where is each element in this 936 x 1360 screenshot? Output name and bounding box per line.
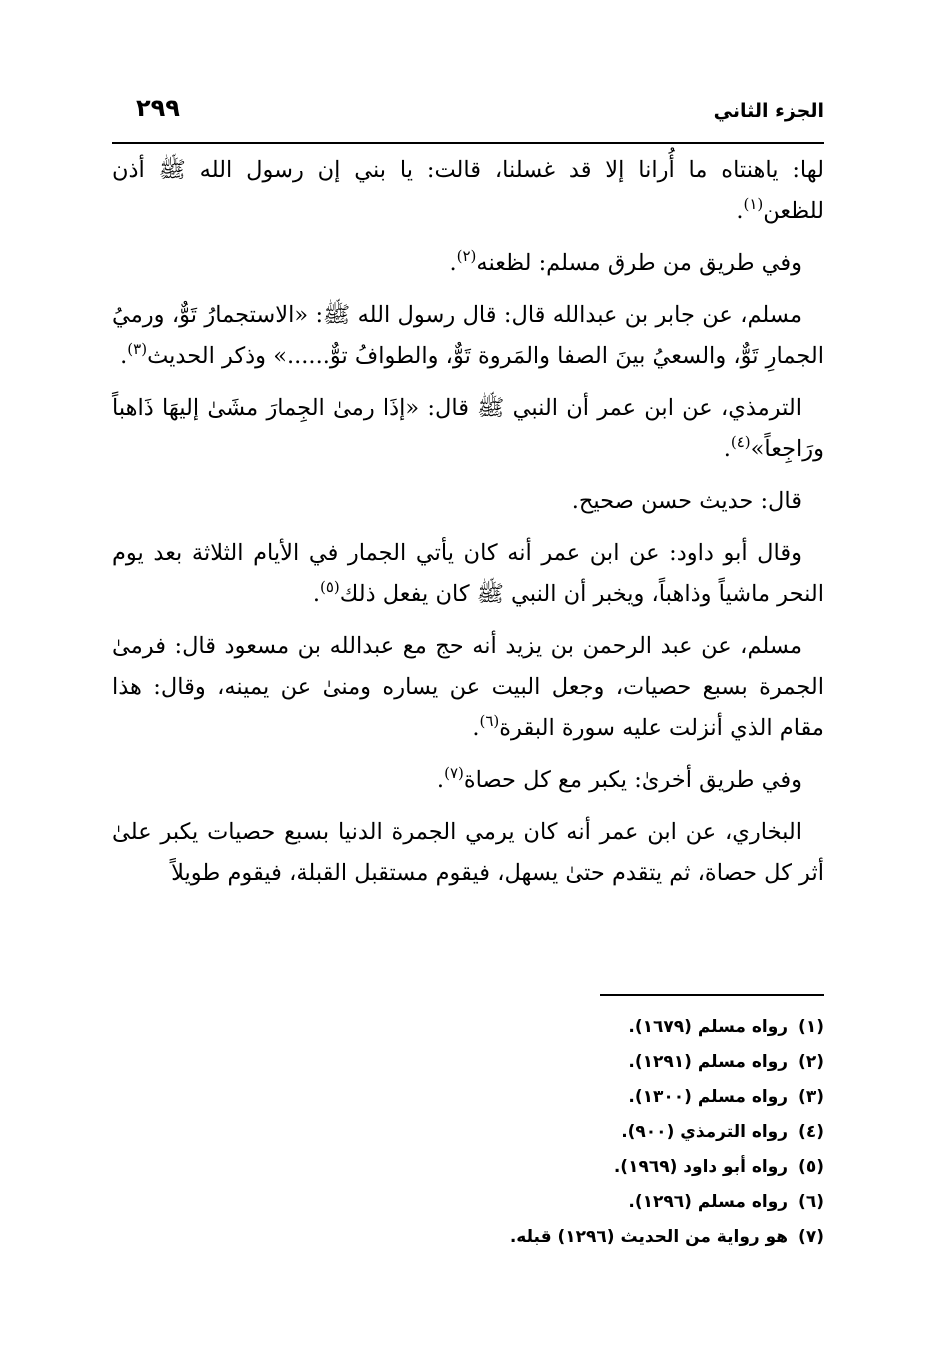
footnote-text: رواه مسلم (١٢٩١). [628,1052,789,1072]
footnote-number: (٣) [798,1087,824,1107]
header-rule [112,142,824,144]
paragraph-text: وقال أبو داود: عن ابن عمر أنه كان يأتي الجمار في الأيام الثلاثة بعد يوم النحر ماشياً وذاهباً، ويخبر أن النبي ﷺ كان يفعل ذلك [112,540,824,607]
footnotes [112,1010,824,1255]
paragraph-2 [112,243,824,284]
paragraph-end: . [472,715,480,741]
paragraph-4 [112,388,824,470]
footnote-item [112,1220,824,1255]
footnote-text: هو رواية من الحديث (١٢٩٦) قبله. [509,1227,789,1247]
footnote-text: رواه الترمذي (٩٠٠). [621,1122,789,1142]
paragraph-text: مسلم، عن عبد الرحمن بن يزيد أنه حج مع عبدالله بن مسعود قال: فرمىٰ الجمرة بسبع حصيات، وجعل البيت عن يساره ومنىٰ عن يمينه، وقال: هذا مقام الذي أنزلت عليه سورة البقرة [112,633,824,741]
main-text [112,150,824,905]
footnote-number: (١) [798,1017,824,1037]
footnote-ref-4: (٤) [730,433,751,451]
footnote-number: (٤) [798,1122,824,1142]
page-header [112,94,824,136]
footnote-ref-1: (١) [743,195,764,213]
footnote-item [112,1010,824,1045]
footnote-item [112,1150,824,1185]
paragraph-text: وفي طريق أخرىٰ: يكبر مع كل حصاة [463,767,802,793]
footnote-separator [600,994,824,996]
paragraph-end: . [723,436,731,462]
footnote-ref-7: (٧) [444,764,464,782]
paragraph-6 [112,533,824,615]
footnote-ref-6: (٦) [479,712,500,730]
footnote-number: (٧) [798,1227,824,1247]
paragraph-5 [112,481,824,522]
paragraph-end: . [736,198,744,224]
footnote-text: رواه مسلم (١٦٧٩). [628,1017,789,1037]
footnote-number: (٥) [798,1157,824,1177]
footnote-item [112,1185,824,1220]
footnote-ref-5: (٥) [319,578,340,596]
paragraph-end: . [436,767,445,793]
paragraph-text: وفي طريق من طرق مسلم: لظعنه [476,250,802,276]
footnote-item [112,1080,824,1115]
paragraph-text: البخاري، عن ابن عمر أنه كان يرمي الجمرة الدنيا بسبع حصيات يكبر علىٰ أثر كل حصاة، ثم يتقدم حتىٰ يسهل، فيقوم مستقبل القبلة، فيقوم طويلاً [112,819,824,886]
paragraph-1 [112,150,824,232]
footnote-number: (٦) [798,1192,824,1212]
paragraph-8 [112,760,824,801]
footnote-item [112,1115,824,1150]
page-number: ٢٩٩ [136,94,180,122]
footnote-text: رواه مسلم (١٣٠٠). [628,1087,789,1107]
paragraph-end: . [312,581,320,607]
footnote-item [112,1045,824,1080]
footnote-text: رواه أبو داود (١٩٦٩). [613,1157,789,1177]
paragraph-text: قال: حديث حسن صحيح. [571,488,802,514]
footnote-ref-2: (٢) [456,247,477,265]
paragraph-text: لها: ياهنتاه ما أُرانا إلا قد غسلنا، قالت: يا بني إن رسول الله ﷺ أذن للظعن [112,157,824,224]
footnote-ref-3: (٣) [127,340,148,358]
paragraph-text: مسلم، عن جابر بن عبدالله قال: قال رسول الله ﷺ: «الاستجمارُ تَوٌّ، ورميُ الجمارِ تَوٌّ، والسعيُ بينَ الصفا والمَروة تَوٌّ، والطوافُ توٌّ......» وذكر الحديث [112,302,824,369]
footnote-text: رواه مسلم (١٢٩٦). [628,1192,789,1212]
paragraph-3 [112,295,824,377]
paragraph-7 [112,626,824,749]
footnote-number: (٢) [798,1052,824,1072]
running-head: الجزء الثاني [713,100,824,122]
paragraph-text: الترمذي، عن ابن عمر أن النبي ﷺ قال: «إذَا رمىٰ الجِمارَ مشَىٰ إليهَا ذَاهباً ورَاجِعاً» [112,395,824,462]
paragraph-9 [112,812,824,894]
paragraph-end: . [449,250,457,276]
paragraph-end: . [120,343,128,369]
